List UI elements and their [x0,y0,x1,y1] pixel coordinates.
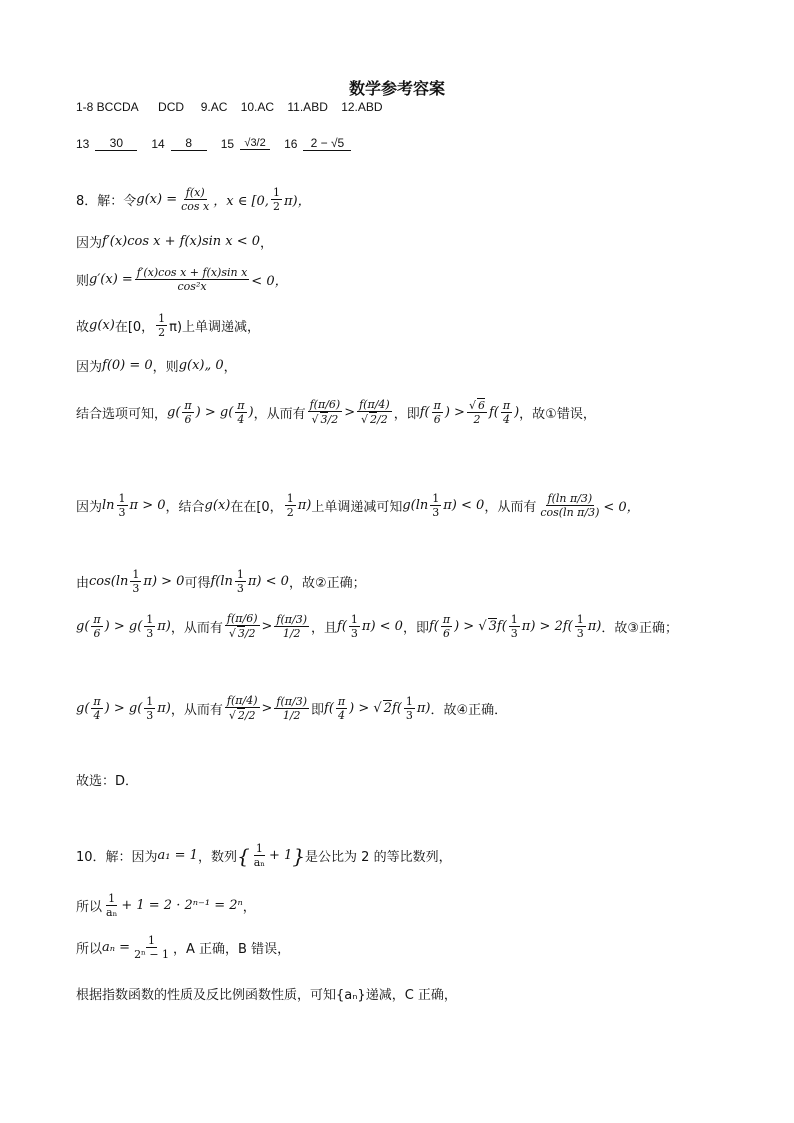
fill-in-answers [76,136,365,151]
fill-answer: 2 − √5 [303,136,351,151]
solution8-line4: 故 g(x) 在[0， $\frac{1}{2}$ π)上单调递减， [76,312,261,340]
fill-answer: 8 [171,136,207,151]
solution10-line4: 根据指数函数的性质及反比例函数性质，可知{aₙ}递减，C 正确， [76,988,457,1003]
solution8-line1: 8．解：令 g(x) = $\frac{f(x)}{\text{cos x}}$ ，x ∈ [0, $\frac{1}{2}$ π)， [76,186,311,214]
solution10-line1: 10．解：因为 a₁ = 1 ，数列 { $\frac{1}{\text{aₙ}}$ + 1 } 是公比为 2 的等比数列， [76,842,452,870]
fill-number: 13 [76,136,90,151]
solution8-line7: 因为 ln $\frac{1}{3}$ π > 0 ，结合 g(x) 在在[0， $\frac{1}{2}$ π) 上单调递减可知 g(ln $\frac{1}{3}$ π) < 0 ，从而有 $\frac{\text{f(ln π/3)}}{\text{cos(ln π/3)}}$ < 0， [76,492,640,520]
fraction: $\frac{\text{f′(x)cos x + f(x)sin x}}{\text{cos²x}}$ [136,266,248,294]
solution8-line10: g( $\frac{\pi}{4}$ ) > g( $\frac{1}{3}$ π) ，从而有 $\frac{f(\pi/4)}{√ 2/2}$ > $\frac{f(\pi/3)}{1/2}$ 即 f( $\frac{\pi}{4}$ ) > √ 2f( $\frac{1}{3}$ π) ．故④正确． [76,694,508,723]
multiple-choice-answers: 1-8 BCCDA DCD 9.AC 10.AC 11.ABD 12.ABD [76,100,383,114]
solution8-line3: 则 g′(x) = $\frac{\text{f′(x)cos x + f(x)sin x}}{\text{cos²x}}$ < 0， [76,266,288,294]
page-title: 数学参考容案 [348,79,445,98]
solution8-conclusion: 故选：D． [76,774,139,789]
fill-number: 16 [284,136,298,151]
fill-number: 14 [151,136,165,151]
solution8-line2: 因为 f′(x)cos x + f(x)sin x < 0 ， [76,234,274,251]
solution10-line3: 所以 aₙ = $\frac{1}{\text{2ⁿ − 1}}$ ，A 正确，B 错误， [76,934,291,962]
solution8-line6: 结合选项可知， g( $\frac{\pi}{6}$ ) > g( $\frac{\pi}{4}$ ) ，从而有 $\frac{f(\pi/6)}{√ 3/2}$ > $\frac{f(\pi/4)}{√ 2/2}$ ，即 f( $\frac{\pi}{6}$ ) > $\frac{√ 6}{2}$ f( $\frac{\pi}{4}$ ) ，故①错误， [76,398,596,427]
fill-answer: 30 [95,136,137,151]
fraction: $\frac{1}{2}$ [158,312,166,340]
solution10-line2: 所以 $\frac{1}{\text{aₙ}}$ + 1 = 2 · 2ⁿ⁻¹ = 2ⁿ ， [76,892,256,920]
fraction: $\frac{1}{2}$ [272,186,280,214]
fill-answer: √3/2 [240,137,270,150]
fill-number: 15 [220,136,235,151]
solution8-line9: g( $\frac{\pi}{6}$ ) > g( $\frac{1}{3}$ π) ，从而有 $\frac{f(\pi/6)}{√ 3/2}$ > $\frac{f(\pi/3)}{1/2}$ ，且 f( $\frac{1}{3}$ π) < 0 ，即 f( $\frac{\pi}{6}$ ) > √ 3f( $\frac{1}{3}$ π) > 2f( $\frac{1}{3}$ π) ．故③正确； [76,612,679,641]
solution8-line8: 由 cos(ln $\frac{1}{3}$ π) > 0 可得 f(ln $\frac{1}{3}$ π) < 0 ，故②正确； [76,568,366,596]
solution8-line5: 因为 f(0) = 0 ，则 g(x)„ 0 ， [76,358,237,375]
fraction: $\frac{f(x)}{\text{cos x}}$ [181,186,210,214]
